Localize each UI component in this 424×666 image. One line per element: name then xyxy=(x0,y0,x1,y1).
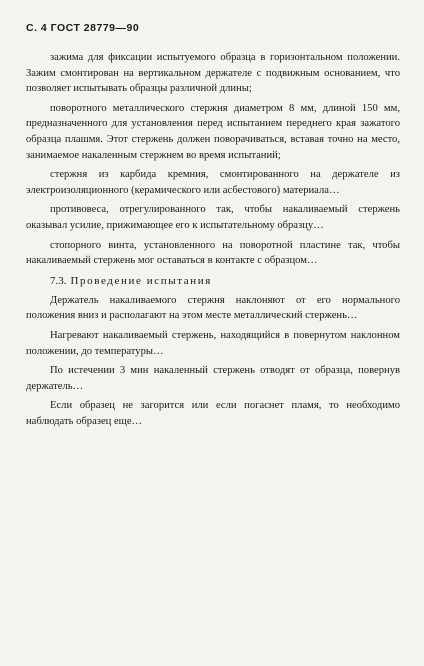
paragraph-silicon-carbide-rod: стержня из карбида кремния, смонтированного на держателе из электроизоляционного (керамического или асбестового) материала… xyxy=(26,169,400,196)
paragraph-holder-tilt: Держатель накаливаемого стержня наклоняют от его нормального положения вниз и располагают на этом месте металлический стержень… xyxy=(26,294,400,322)
paragraph-stop-screw: стопорного винта, установленного на поворотной пластине так, чтобы накаливаемый стержень мог оставаться в контакте с образцом… xyxy=(26,239,400,267)
paragraph-clamp: зажима для фиксации испытуемого образца в горизонтальном положении. Зажим смонтирован на вертикальном держателе с подвижным основанием, что позволяет испытывать образцы различной длины; xyxy=(26,52,400,95)
section-number: 7.3. xyxy=(50,274,67,287)
paragraph-withdrawal: По истечении 3 мин накаленный стержень отводят от образца, повернув держатель… xyxy=(26,365,400,392)
running-header: С. 4 ГОСТ 28779—90 xyxy=(26,22,140,34)
paragraph-no-ignition: Если образец не загорится или если погаснет пламя, то необходимо наблюдать образец еще… xyxy=(26,400,400,427)
paragraph-rotating-rod: поворотного металлического стержня диаметром 8 мм, длиной 150 мм, предназначенного для установления перед испытанием переднего края зажатого образца плашмя. Этот стержень должен поворачиваться, вставая точно на место, занимаемое накаленным стержнем во время испытаний; xyxy=(26,102,400,161)
section-title: Проведение испытания xyxy=(70,274,212,287)
paragraph-counterweight: противовеса, отрегулированного так, чтобы накаливаемый стержень оказывал усилие, прижимающее его к испытательному образцу… xyxy=(26,204,400,231)
section-heading xyxy=(26,273,400,289)
paragraph-heating: Нагревают накаливаемый стержень, находящийся в повернутом наклонном положении, до температуры… xyxy=(26,329,400,357)
